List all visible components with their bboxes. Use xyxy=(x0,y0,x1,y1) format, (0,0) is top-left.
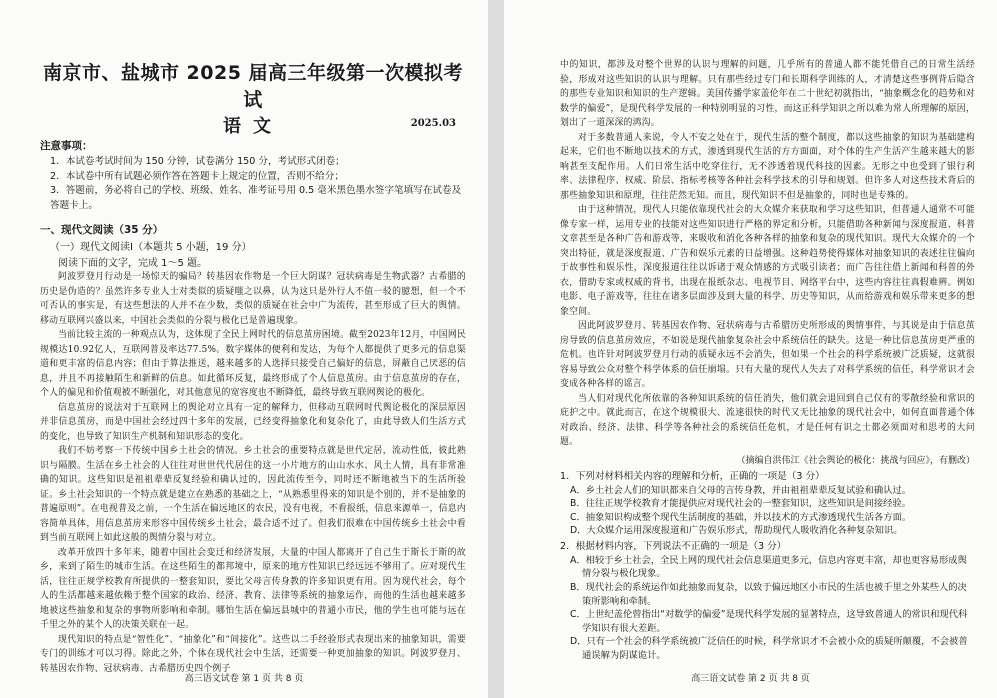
section-heading: 一、现代文阅读（35 分） xyxy=(40,224,164,236)
passage-paragraph: 阿波罗登月行动是一场惊天的骗局？转基因农作物是一个巨大阴谋？冠状病毒是生物武器？古希腊的历史是伪造的？虽然许多专业人士对类似的质疑嗤之以鼻，认为这只是外行人不值一驳的臆想，但一个不可否认的事实是，有这些想法的人并不在少数，类似的质疑在社会中广为流传，甚至形成了巨大的舆情。移动互联网兴盛以来，中国社会类似的分裂与极化已是普遍现象。 xyxy=(40,272,466,326)
subject-row xyxy=(40,112,466,136)
reading-instruction: 阅读下面的文字，完成 1～5 题。 xyxy=(58,258,208,269)
question-options xyxy=(560,554,975,663)
notice-item: 1．本试卷考试时间为 150 分钟，试卷满分 150 分，考试形式闭卷； xyxy=(50,156,345,167)
question-stem: 1．下列对材料相关内容的理解和分析，正确的一项是（3 分） xyxy=(560,470,825,482)
option-c: C．上世纪盖伦曾指出“对数学的偏爱”是现代科学发展的显著特点，这导致普通人的常识和现代科学知识有很大差距。 xyxy=(570,609,968,634)
notice-heading: 注意事项： xyxy=(40,140,93,152)
passage-paragraph: 当人们对现代化所依靠的各种知识系统的信任消失，他们就会退回到自己仅有的零散经验和常识的庇护之中。就此而言，在这个规模很大、流速很快的时代又无比抽象的现代社会中，如何直面普通个体对政治、经济、法律、科学等各种社会的系统信任危机，才是任何有识之士都必须面对和思考的大问题。 xyxy=(560,393,975,447)
passage-paragraph: 信息茧房的说法对于互联网上的舆论对立具有一定的解释力，但移动互联网时代舆论极化的深层原因并非信息茧房，而是中国社会经过四十多年的发展，已经变得抽象化和复杂化了，由此导致人们生活方式的变化，也导致了知识生产机制和知识形态的变化。 xyxy=(40,402,466,442)
page-footer: 高三语文试卷 第 2 页 共 8 页 xyxy=(691,674,810,684)
question-stem: 2．根据材料内容，下列说法不正确的一项是（3 分） xyxy=(560,540,787,552)
passage-paragraph: 对于多数普通人来说，令人不安之处在于，现代生活的整个制度，都以这些抽象的知识为基础建构起来，它们也不断地以技术的方式，渗透到现代生活的方方面面，对个体的生产生活产生越来越大的影响甚至支配作用。人们日常生活中吃穿住行，无不涉透着现代科技的因素。无形之中也受到了银行利率、法律程序、权威、阶层、指标考核等各种社会科学技术的引导和规划。但许多人对这些技术背后的那些抽象知识和原理，往往茫然无知。而且，现代知识不但是抽象的，同时也是专殊的。 xyxy=(560,132,975,201)
notice-item: 2．本试卷中所有试题必须作答在答题卡上规定的位置，否则不给分； xyxy=(50,170,344,182)
passage-paragraph: 因此阿波罗登月、转基因农作物、冠状病毒与古希腊历史所形成的舆情事件，与其说是由于信息茧房导致的信息茧房效应，不如说是现代抽象复杂社会中系统信任的缺失。这是一种比信息茧房更严重的危机。也许针对阿波罗登月行动的质疑永远不会消失，但如果一个社会的科学系统被广泛质疑，这就很容易导致公众对整个科学体系的信任崩塌。只有大量的现代人失去了对科学系统的信任，科学常识才会变成各种各样的谣言。 xyxy=(560,321,975,389)
notice-item: 3．答题前，务必将自己的学校、班级、姓名、准考证号用 0.5 毫米黑色墨水签字笔填写在试卷及答题卡上。 xyxy=(50,185,462,211)
option-a: A．相较于乡土社会，全民上网的现代社会信息渠道更多元，信息内容更丰富，却也更容易形成舆情分裂与极化现象。 xyxy=(570,554,967,580)
option-d: D．大众媒介运用深度报道和广告娱乐形式，帮助现代人吸收消化各种复杂知识。 xyxy=(570,525,903,537)
option-c: C．抽象知识构成整个现代生活制度的基础，并以技术的方式渗透现代生活各方面。 xyxy=(570,511,912,523)
source-citation: （摘编自洪伟江《社会舆论的极化：挑战与回应》，有删改） xyxy=(736,455,975,466)
subject-title: 语文 xyxy=(223,116,283,137)
exam-date: 2025.03 xyxy=(410,118,456,129)
option-d: D．只有一个社会的科学系统被广泛信任的时候，科学常识才不会被小众的质疑所颠覆，不会被普通误解为阴谋诡计。 xyxy=(570,636,968,662)
question-options xyxy=(560,484,975,538)
page-footer: 高三语文试卷 第 1 页 共 8 页 xyxy=(184,674,304,684)
exam-page-1 xyxy=(0,0,488,698)
option-a: A．乡土社会人们的知识都来自父母的言传身教，并由祖祖辈辈反复试验和确认过。 xyxy=(570,484,912,496)
option-b: B．现代社会的系统运作如此抽象而复杂，以致于偏远地区小市民的生活也被千里之外某些人的决策所影响和牵制。 xyxy=(570,582,967,607)
passage-paragraph: 我们不妨考察一下传统中国乡土社会的情况。乡土社会的重要特点就是世代定居，流动性低，彼此熟识与隔膜。生活在乡土社会的人往往对世世代代居住的这一小片地方的山山水水、风土人情，具有非常准确的知识。这些知识是祖祖辈辈反复经验和确认过的，因此流传至今，同时还不断地被当下的生活所验证。乡土社会知识的一个特点就是建立在熟悉的基础之上，“从熟悉里得来的知识是个别的，并不是抽象的普遍原则”。在电视普及之前，一个生活在偏远地区的农民，没有电视，不看报纸，信息来源单一，信息内容简单具体，用信息茧房来形容中国传统乡土社会，最合适不过了。但我们很难在中国传统乡土社会中看到当前互联网上如此这般的舆情分裂与对立。 xyxy=(40,446,466,543)
exam-title: 南京市、盐城市 2025 届高三年级第一次模拟考试 xyxy=(42,62,464,111)
passage-paragraph: 中的知识，都涉及对整个世界的认识与理解的问题，几乎所有的普通人都不能凭借自己的日常生活经验，形成对这些知识的认识与理解。只有那些经过专门和长期科学训练的人，才清楚这些事例背后隐含的那些专业知识和知识的生产逻辑。美国传播学家盖伦年在二十世纪初就指出，“抽象概念化的趋势和对数学的偏爱”，是现代科学发展的一种特别明显的习性，而这正科学知识之所以难为常人所理解的原因，划出了一道深深的鸿沟。 xyxy=(560,60,975,128)
passage-paragraph: 改革开放四十多年来，随着中国社会变迁和经济发展，大量的中国人都离开了自己生于斯长于斯的故乡，来到了陌生的城市生活。在这些陌生的都邦境中，原来的地方性知识已经远远不够用了。应对现代生活，往往正规学校教育所提供的一整套知识，要比父母言传身教的许多知识更有用。因为现代社会，每个人的生活都越来越依赖于整个国家的政治、经济、教育、法律等系统的抽象运作，而他的生活也越来越多地被这些抽象和复杂的事物所影响和牵制。哪怕生活在偏远县城中的普通小市民，他的学生也可能与远在千里之外的某个人的决策关联在一起。 xyxy=(40,547,466,630)
passage-paragraph: 当前比较主流的一种观点认为，这体现了全民上网时代的信息茧房困境。截至2023年12月，中国网民规模达10.92亿人，互联网普及率达77.5%。数字媒体的便利和发达，为每个人都提供了更多元的信息渠道和更丰富的信息内容；但由于算法推送，越来越多的人选择只接受自己偏好的信息，屏蔽自己厌恶的信息，并且不再接触陌生和新鲜的信息。如此循环反复，最终形成了个人信息茧房。由于信息茧房的存在，个人的偏见和价值观被不断强化，对其他意见的宽容度也不断降低，最终导致互联网舆论的极化。 xyxy=(40,330,466,398)
page-gutter xyxy=(488,0,504,698)
exam-page-2 xyxy=(504,0,997,698)
notice-list xyxy=(50,155,466,213)
passage-paragraph: 现代知识的特点是“智性化”、“抽象化”和“间接化”。这些以二手经验形式表现出来的抽象知识，需要专门的训练才可以习得。除此之外，个体在现代社会中生活，还需要一种更加抽象的知识。阿波罗登月、转基因农作物、冠状病毒、古希腊历史四个例子 xyxy=(40,634,466,674)
option-b: B．往往正规学校教育才能提供应对现代社会的一整套知识，这些知识是间接经验。 xyxy=(570,498,912,510)
passage-paragraph: 由于这种情况，现代人只能依靠现代社会的大众媒介来获取和学习这些知识，但普通人通常不可能像专家一样，运用专业的技能对这些知识进行严格的界定和分析，只能借助各种新闻与深度报道、科普文章甚至是各种广告和游戏等，来吸收和消化各种各样的抽象和复杂的现代知识。现代大众媒介的一个突出特征，就是深度报道、广告和娱乐元素的日益增强。这种趋势使得媒体对抽象知识的表述往往偏向于故事性和娱乐性，深度报道往往以诉诸于观众情感的方式吸引读者；而广告往往借上新闻和科普的外衣，借助专家或权威的背书，出现在报纸杂志、电视节目、网络平台中，这些内容往往真假难辨。例如电影、电子游戏等，往往在诸多层面涉及到大量的科学、历史等知识，从而给游戏和娱乐带来更多的想象空间。 xyxy=(560,205,975,317)
subsection-heading: （一）现代文阅读Ⅰ（本题共 5 小题，19 分） xyxy=(50,242,252,253)
